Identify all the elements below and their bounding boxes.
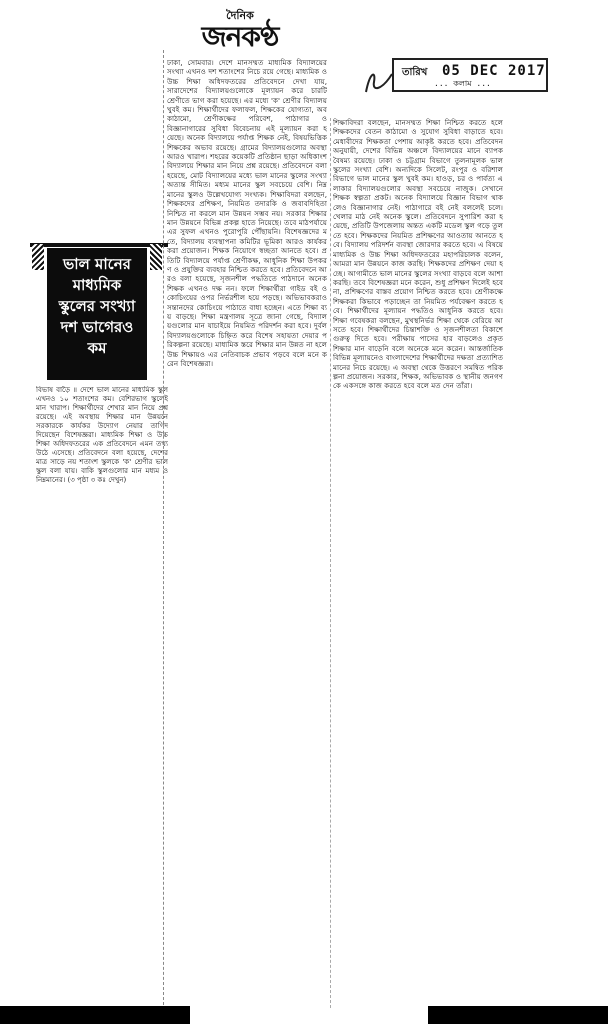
article-column-1: ঢাকা, সোমবার। দেশে মানসম্মত মাধ্যমিক বিদ্যালয়ের সংখ্যা এখনও দশ শতাংশের নিচে রয়ে গেছে। মাধ্যমিক ও উচ্চ শিক্ষা অধিদফতরের প্রতিবেদনে দেখা যায়, সারাদেশের বিদ্যালয়গুলোকে মূল্যায়ন করে চারটি শ্রেণীতে ভাগ করা হয়েছে। এর মধ্যে 'ক' শ্রেণীর বিদ্যালয় খুবই কম। শিক্ষার্থীদের ফলাফল, শিক্ষকের যোগ্যতা, অবকাঠামো, শ্রেণীকক্ষের পরিবেশ, পাঠাগার ও বিজ্ঞানাগারের সুবিধা বিবেচনায় এই মূল্যায়ন করা হয়েছে। অনেক বিদ্যালয়ে পর্যাপ্ত শিক্ষক নেই, বিষয়ভিত্তিক শিক্ষকের অভাব রয়েছে। গ্রামের বিদ্যালয়গুলোর অবস্থা আরও খারাপ। শহরের কয়েকটি প্রতিষ্ঠান ছাড়া অধিকাংশ বিদ্যালয়ে শিক্ষার মান নিয়ে প্রশ্ন রয়েছে। প্রতিবেদনে বলা হয়েছে, মোট বিদ্যালয়ের মধ্যে ভাল মানের স্কুলের সংখ্যা অত্যন্ত সীমিত। মধ্যম মানের স্কুল সবচেয়ে বেশি। নিম্নমানের স্কুলও উল্লেখযোগ্য সংখ্যক। শিক্ষাবিদরা বলছেন, শিক্ষকদের প্রশিক্ষণ, নিয়মিত তদারকি ও জবাবদিহিতা নিশ্চিত না করলে মান উন্নয়ন সম্ভব নয়। সরকার শিক্ষার মান উন্নয়নে বিভিন্ন প্রকল্প হাতে নিয়েছে। তবে মাঠপর্যায়ে এর সুফল এখনও পুরোপুরি পৌঁছায়নি। বিশেষজ্ঞদের মতে, বিদ্যালয় ব্যবস্থাপনা কমিটির ভূমিকা আরও কার্যকর করা প্রয়োজন। শিক্ষক নিয়োগে স্বচ্ছতা আনতে হবে। প্রতিটি বিদ্যালয়ে পর্যাপ্ত শ্রেণীকক্ষ, আধুনিক শিক্ষা উপকরণ ও প্রযুক্তির ব্যবহার নিশ্চিত করতে হবে। প্রতিবেদনে আরও বলা হয়েছে, সৃজনশীল পদ্ধতিতে পাঠদানে অনেক শিক্ষক এখনও দক্ষ নন। ফলে শিক্ষার্থীরা গাইড বই ও কোচিংয়ের ওপর নির্ভরশীল হয়ে পড়ছে। অভিভাবকরাও সন্তানদের কোচিংয়ে পাঠাতে বাধ্য হচ্ছেন। এতে শিক্ষা ব্যয় বাড়ছে। শিক্ষা মন্ত্রণালয় সূত্রে জানা গেছে, বিদ্যালয়গুলোর মান যাচাইয়ে নিয়মিত পরিদর্শন করা হবে। দুর্বল বিদ্যালয়গুলোকে চিহ্নিত করে বিশেষ সহায়তা দেয়ার পরিকল্পনা রয়েছে। মাধ্যমিক স্তরে শিক্ষার মান উন্নত না হলে উচ্চ শিক্ষায়ও এর নেতিবাচক প্রভাব পড়বে বলে মনে করেন বিশেষজ্ঞরা। xyxy=(167,58,327,368)
masthead-prefix: দৈনিক xyxy=(226,9,254,22)
headline-line: দশ ভাগেরও xyxy=(60,318,134,336)
headline-rule xyxy=(30,243,168,247)
column-divider xyxy=(163,50,164,1010)
headline-ornament-left xyxy=(32,244,44,270)
headline-box xyxy=(47,248,147,380)
date-stamp-value: 05 DEC 2017 xyxy=(442,63,546,79)
date-stamp-label: তারিখ xyxy=(402,67,428,78)
headline-line: স্কুলের সংখ্যা xyxy=(58,297,136,315)
newspaper-masthead xyxy=(190,10,290,52)
signature-mark xyxy=(362,66,396,96)
column-divider xyxy=(330,118,331,1008)
headline-line: মাধ্যমিক xyxy=(72,276,122,294)
scan-edge-right xyxy=(428,1006,608,1024)
scan-edge-left xyxy=(0,1006,190,1024)
headline-ornament-right xyxy=(150,244,162,270)
headline-line: কম xyxy=(87,339,107,357)
headline-line: ভাল মানের xyxy=(63,255,131,273)
date-stamp-sub: ... কলাম ... xyxy=(434,79,491,88)
masthead-title: জনকণ্ঠ xyxy=(201,20,279,53)
article-column-2: শিক্ষাবিদরা বলছেন, মানসম্মত শিক্ষা নিশ্চিত করতে হলে শিক্ষকদের বেতন কাঠামো ও সুযোগ সুবিধা বাড়াতে হবে। মেধাবীদের শিক্ষকতা পেশায় আকৃষ্ট করতে হবে। প্রতিবেদন অনুযায়ী, দেশের বিভিন্ন অঞ্চলে বিদ্যালয়ের মানে ব্যাপক বৈষম্য রয়েছে। ঢাকা ও চট্টগ্রাম বিভাগে তুলনামূলক ভাল স্কুলের সংখ্যা বেশি। অন্যদিকে সিলেট, রংপুর ও বরিশাল বিভাগে ভাল মানের স্কুল খুবই কম। হাওড়, চর ও পার্বত্য এলাকার বিদ্যালয়গুলোর অবস্থা সবচেয়ে নাজুক। সেখানে শিক্ষক স্বল্পতা প্রকট। অনেক বিদ্যালয়ে বিজ্ঞান বিভাগ থাকলেও বিজ্ঞানাগার নেই। পাঠাগারে বই নেই বললেই চলে। খেলার মাঠ নেই অনেক স্কুলে। প্রতিবেদনে সুপারিশ করা হয়েছে, প্রতিটি উপজেলায় অন্তত একটি মডেল স্কুল গড়ে তুলতে হবে। শিক্ষকদের নিয়মিত প্রশিক্ষণের আওতায় আনতে হবে। বিদ্যালয় পরিদর্শন ব্যবস্থা জোরদার করতে হবে। এ বিষয়ে মাধ্যমিক ও উচ্চ শিক্ষা অধিদফতরের মহাপরিচালক বলেন, আমরা মান উন্নয়নে কাজ করছি। শিক্ষকদের প্রশিক্ষণ দেয়া হচ্ছে। আগামীতে ভাল মানের স্কুলের সংখ্যা বাড়বে বলে আশা করছি। তবে বিশেষজ্ঞরা মনে করেন, শুধু প্রশিক্ষণ দিলেই হবে না, প্রশিক্ষণের বাস্তব প্রয়োগ নিশ্চিত করতে হবে। শ্রেণীকক্ষে শিক্ষকরা কিভাবে পড়াচ্ছেন তা নিয়মিত পর্যবেক্ষণ করতে হবে। শিক্ষার্থীদের মূল্যায়ন পদ্ধতিও আধুনিক করতে হবে। শিক্ষা গবেষকরা বলছেন, মুখস্থনির্ভর শিক্ষা থেকে বেরিয়ে আসতে হবে। শিক্ষার্থীদের চিন্তাশক্তি ও সৃজনশীলতা বিকাশে গুরুত্ব দিতে হবে। পরীক্ষায় পাসের হার বাড়লেও প্রকৃত শিক্ষার মান বাড়েনি বলে অনেকে মনে করেন। আন্তর্জাতিক বিভিন্ন মূল্যায়নেও বাংলাদেশের শিক্ষার্থীদের দক্ষতা প্রত্যাশিত মানের নিচে রয়েছে। এ অবস্থা থেকে উত্তরণে সমন্বিত পরিকল্পনা প্রয়োজন। সরকার, শিক্ষক, অভিভাবক ও স্থানীয় জনগণকে একসঙ্গে কাজ করতে হবে বলে মত দেন তাঁরা। xyxy=(333,118,503,391)
article-intro: বিভাষ বাড়ৈ ॥ দেশে ভাল মানের মাধ্যমিক স্কুল এখনও ১০ শতাংশের কম। বেশিরভাগ স্কুলেই মান খারাপ। শিক্ষার্থীদের শেখার মান নিয়ে প্রশ্ন রয়েছে। এই অবস্থায় শিক্ষার মান উন্নয়নে সরকারকে কার্যকর উদ্যোগ নেয়ার তাগিদ দিয়েছেন বিশেষজ্ঞরা। মাধ্যমিক শিক্ষা ও উচ্চ শিক্ষা অধিদফতরের এক প্রতিবেদনে এমন তথ্য উঠে এসেছে। প্রতিবেদনে বলা হয়েছে, দেশের মাত্র সাড়ে নয় শতাংশ স্কুলকে 'ক' শ্রেণীর ভাল স্কুল বলা যায়। বাকি স্কুলগুলোর মান মধ্যম ও নিম্নমানের। (৩ পৃষ্ঠা ৩ কঃ দেখুন) xyxy=(36,386,168,484)
date-stamp xyxy=(392,58,548,92)
